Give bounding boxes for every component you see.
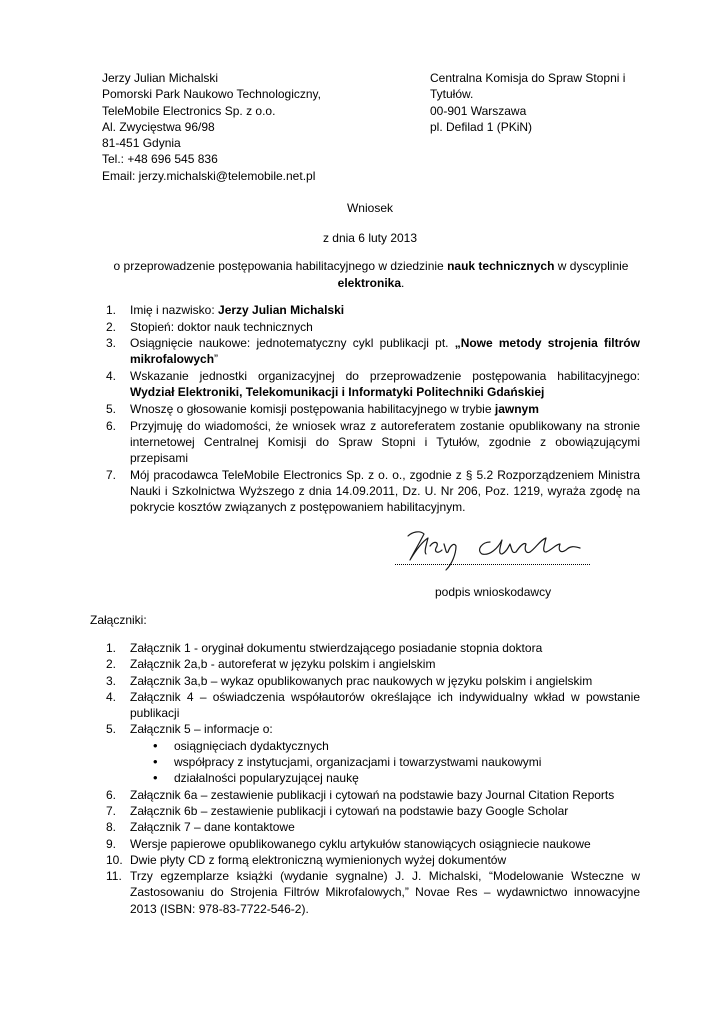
recipient-line: Centralna Komisja do Spraw Stopni i Tytułów. [430, 71, 626, 102]
sender-line: Tel.: +48 696 545 836 [102, 152, 218, 167]
item-number: 8. [106, 820, 117, 835]
signature-label: podpis wnioskodawcy [435, 585, 552, 599]
item-bold-text: jawnym [494, 401, 539, 416]
recipient-line: 00-901 Warszawa [430, 103, 527, 118]
list-item [106, 673, 640, 689]
subject-text: o przeprowadzenie postępowania habilitacyjnego w dziedzinie [113, 259, 448, 273]
list-item [106, 836, 640, 852]
item-text: Stopień: doktor nauk technicznych [130, 319, 313, 334]
bullet-item: • działalności popularyzującej naukę [150, 770, 640, 786]
item-text: Imię i nazwisko: [130, 303, 219, 317]
list-item [106, 335, 640, 368]
item-number: 2. [106, 657, 117, 672]
list-item [106, 803, 640, 819]
item-text: Wskazanie jednostki organizacyjnej do przeprowadzenie postępowania habilitacyjnego: [130, 369, 640, 384]
item-text: Załącznik 6b – zestawienie publikacji i cytowań na podstawie bazy Google Scholar [130, 803, 569, 818]
document-title: Wniosek [346, 201, 393, 215]
application-items [106, 302, 640, 516]
item-number: 3. [106, 673, 117, 688]
list-item [106, 302, 640, 318]
item-number: 5. [106, 722, 117, 737]
subject-text: w dyscyplinie [554, 259, 629, 273]
item-bold-text: „Nowe metody strojenia filtrów mikrofalowych [130, 336, 640, 367]
item-text: Osiągnięcie naukowe: jednotematyczny cykl publikacji pt. [130, 336, 455, 351]
list-item [106, 640, 640, 656]
attachments-list [106, 640, 640, 917]
sender-line: 81-451 Gdynia [102, 136, 181, 151]
list-item [106, 819, 640, 835]
item-text: Załącznik 1 - oryginał dokumentu stwierdzającego posiadanie stopnia doktora [130, 641, 543, 655]
item-text-after: ” [214, 352, 219, 367]
list-item [106, 656, 640, 672]
item-text: Przyjmuję do wiadomości, że wniosek wraz z autoreferatem zostanie opublikowany na stronie internetowej Centralnej Komisji do Spraw Stopni i Tytułów, zgodnie z obowiązującymi przepisami [130, 418, 640, 466]
item-number: 7. [106, 803, 117, 818]
list-item [106, 401, 640, 417]
item-text: Mój pracodawca TeleMobile Electronics Sp. z o. o., zgodnie z § 5.2 Rozporządzeniem Ministra Nauki i Szkolnictwa Wyższego z dnia 14.09.2011, Dz. U. Nr 206, Poz. 1219, wyraża zgodę na pokrycie kosztów związanych z postępowaniem habilitacyjnym. [130, 467, 640, 515]
sender-address [102, 70, 412, 184]
sender-line: Pomorski Park Naukowo Technologiczny, [102, 87, 321, 102]
attachment5-sublist [130, 738, 640, 787]
item-number: 2. [106, 319, 117, 334]
bullet-item: • współpracy z instytucjami, organizacjami i towarzystwami naukowymi [150, 754, 640, 770]
list-item [106, 868, 640, 917]
list-item [106, 852, 640, 868]
item-number: 6. [106, 787, 117, 802]
item-number: 1. [106, 303, 117, 317]
list-item [106, 467, 640, 516]
list-item [106, 319, 640, 335]
list-item [106, 721, 640, 786]
sender-line: Al. Zwycięstwa 96/98 [102, 119, 215, 134]
document-subject [96, 258, 646, 291]
item-number: 7. [106, 467, 117, 482]
item-bold-text: Wydział Elektroniki, Telekomunikacji i Informatyki Politechniki Gdańskiej [130, 385, 545, 400]
item-text: Załącznik 6a – zestawienie publikacji i cytowań na podstawie bazy Journal Citation Reports [130, 787, 615, 802]
subject-field: nauk technicznych [447, 259, 555, 273]
item-bold-text: Jerzy Julian Michalski [218, 303, 345, 317]
recipient-address [430, 70, 650, 135]
item-text: Dwie płyty CD z formą elektroniczną wymienionych wyżej dokumentów [130, 852, 507, 867]
item-text: Załącznik 3a,b – wykaz opublikowanych prac naukowych w języku polskim i angielskim [130, 673, 593, 688]
item-number: 11. [106, 869, 122, 884]
sender-line: TeleMobile Electronics Sp. z o.o. [102, 103, 276, 118]
list-item [106, 689, 640, 722]
sender-line: Email: jerzy.michalski@telemobile.net.pl [102, 168, 316, 183]
signature-line [395, 554, 590, 565]
item-number: 4. [106, 369, 117, 384]
item-number: 4. [106, 689, 117, 704]
item-text: Wnoszę o głosowanie komisji postępowania habilitacyjnego w trybie [130, 401, 495, 416]
recipient-line: pl. Defilad 1 (PKiN) [430, 119, 533, 134]
signature-scribble [390, 522, 600, 578]
item-number: 9. [106, 836, 117, 851]
list-item [106, 787, 640, 803]
item-number: 3. [106, 336, 117, 351]
item-text: Załącznik 7 – dane kontaktowe [130, 820, 295, 835]
item-number: 5. [106, 401, 117, 416]
sender-line: Jerzy Julian Michalski [102, 71, 219, 85]
item-text: Załącznik 5 – informacje o: [130, 722, 273, 737]
attachments-heading: Załączniki: [90, 613, 147, 627]
item-number: 1. [106, 641, 117, 655]
item-number: 6. [106, 418, 117, 433]
item-text: Wersje papierowe opublikowanego cyklu artykułów stanowiących osiągniecie naukowe [130, 836, 591, 851]
subject-discipline: elektronika [337, 275, 402, 290]
bullet-item: • osiągnięciach dydaktycznych [150, 738, 640, 754]
list-item [106, 418, 640, 467]
document-date: z dnia 6 luty 2013 [322, 231, 418, 245]
subject-text: . [401, 275, 405, 290]
item-text: Załącznik 4 – oświadczenia współautorów określające ich indywidualny wkład w powstanie publikacji [130, 689, 640, 721]
item-text: Załącznik 2a,b - autoreferat w języku polskim i angielskim [130, 657, 436, 672]
handwritten-signature [390, 522, 600, 578]
item-text: Trzy egzemplarze książki (wydanie sygnalne) J. J. Michalski, “Modelowanie Wsteczne w Zastosowaniu do Strojenia Filtrów Mikrofalowych,” Novae Res – wydawnictwo innowacyjne 2013 (ISBN: 978-83-7722-546-2). [130, 869, 640, 916]
list-item [106, 368, 640, 401]
item-number: 10. [106, 852, 123, 867]
